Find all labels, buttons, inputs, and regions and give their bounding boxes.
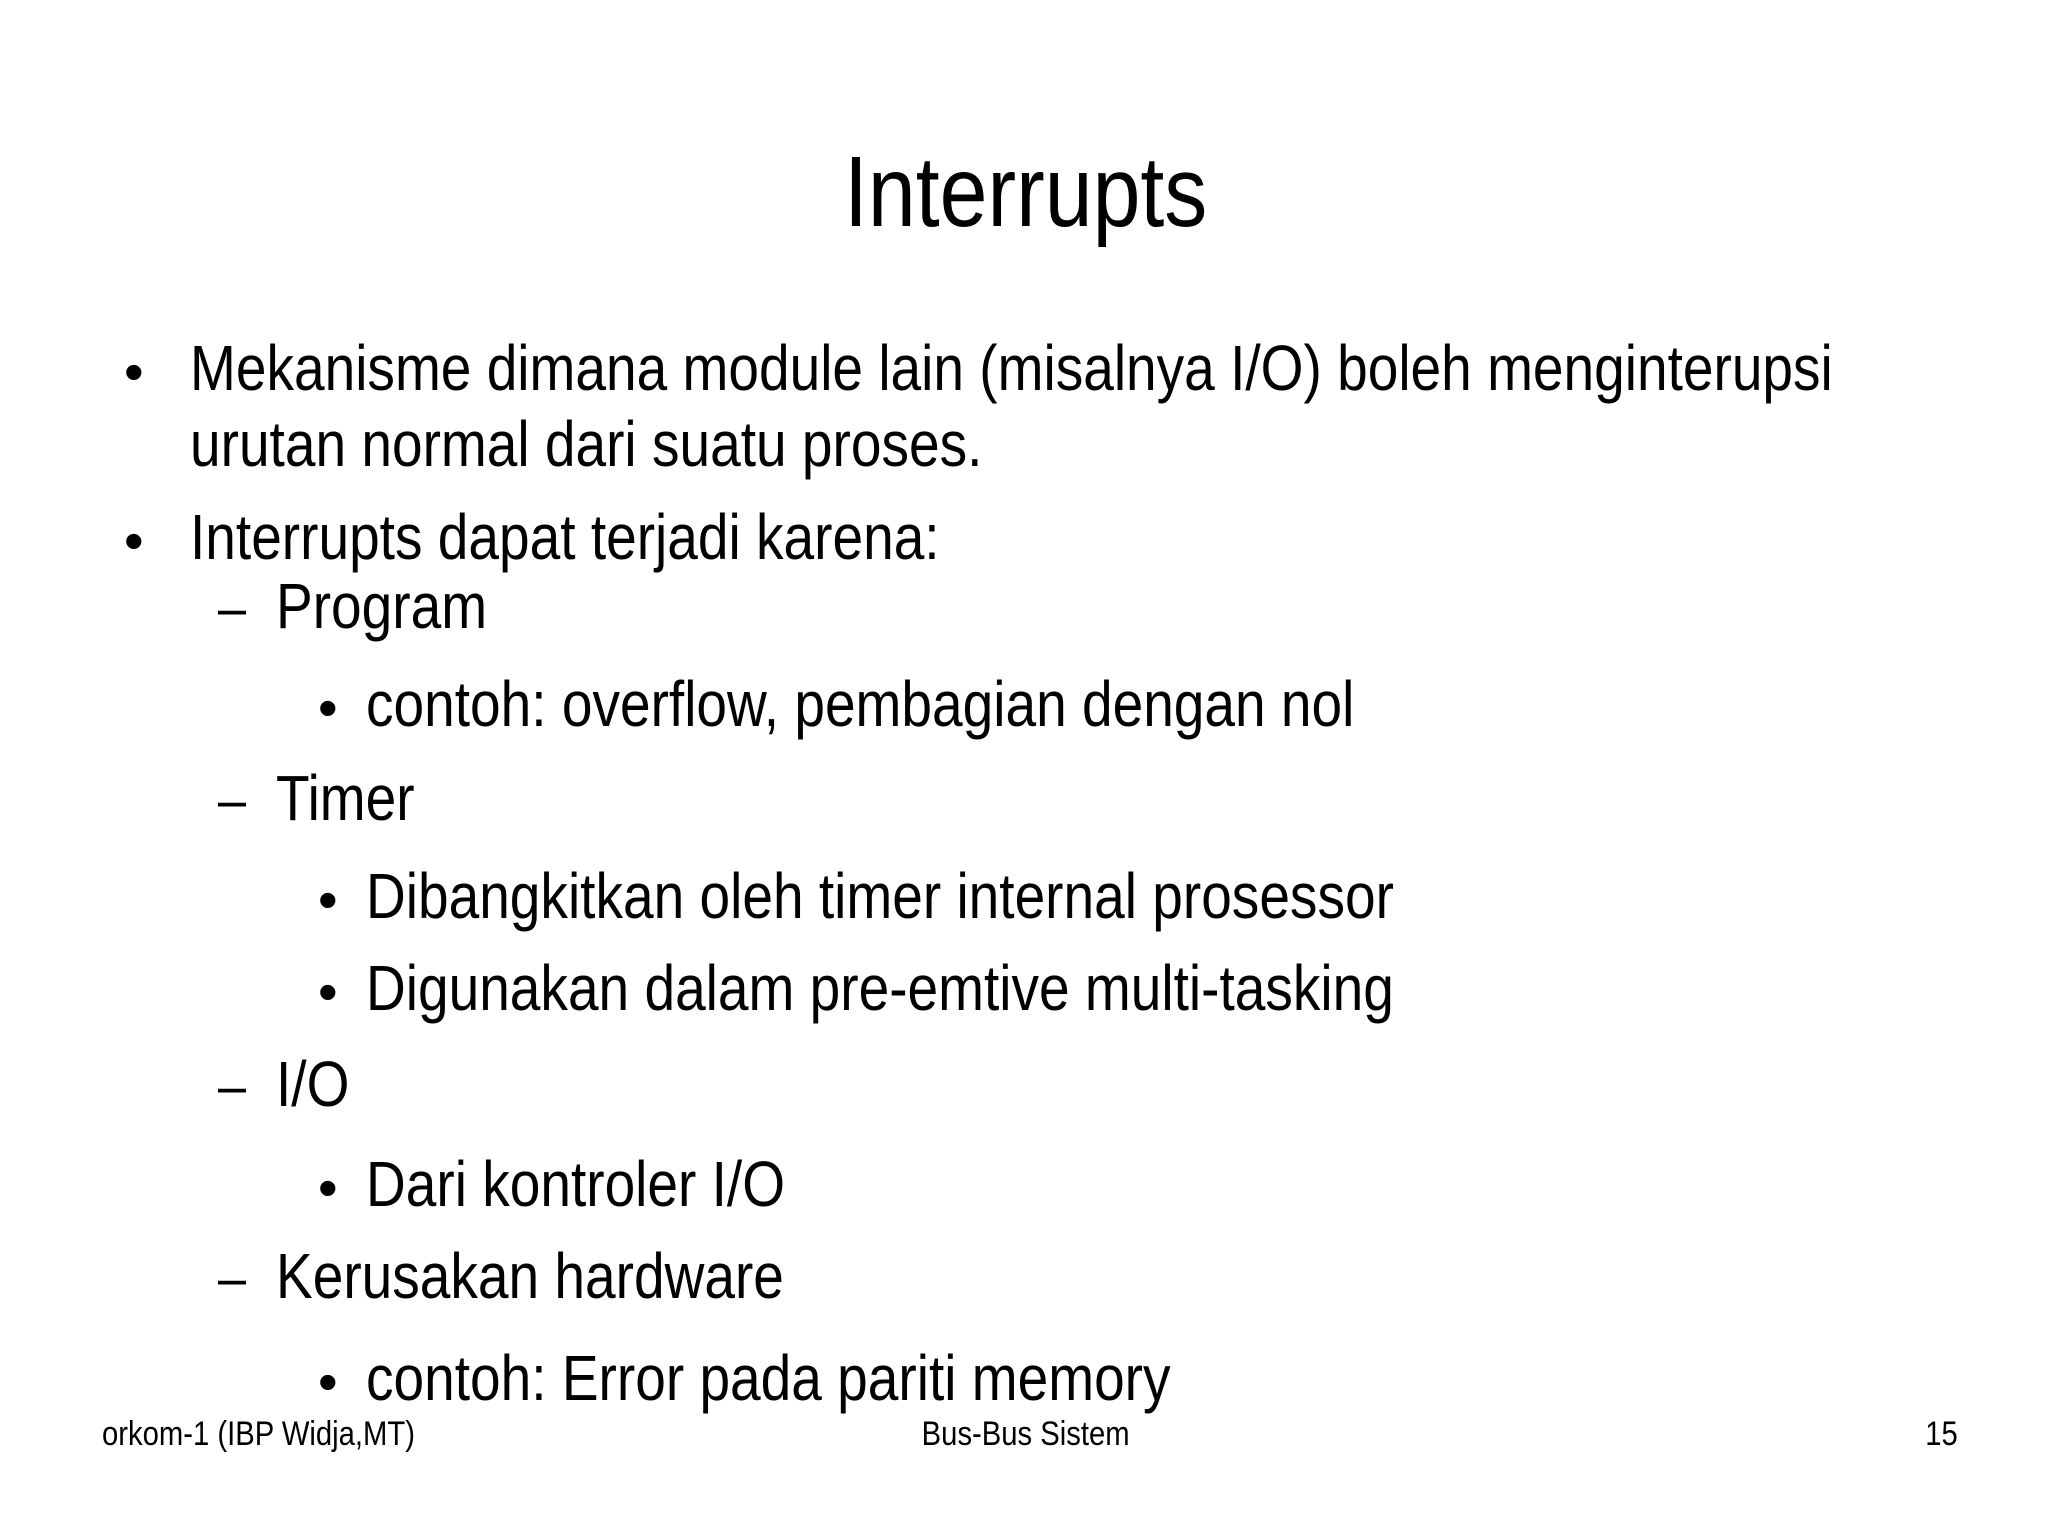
- sub-item-marker: –: [218, 1246, 247, 1309]
- bullet-marker: •: [124, 509, 144, 572]
- sub-sub-item-marker: •: [318, 676, 338, 739]
- sub-sub-item-text: Dari kontroler I/O: [366, 1148, 786, 1220]
- sub-sub-item-text: Dibangkitkan oleh timer internal prosessor: [366, 860, 1394, 932]
- sub-item-text: Timer: [276, 762, 415, 834]
- bullet-text: Mekanisme dimana module lain (misalnya I/O) boleh menginterupsi: [190, 332, 1833, 404]
- sub-item-text: Program: [276, 570, 488, 642]
- sub-item-marker: –: [218, 768, 247, 831]
- sub-item-marker: –: [218, 1054, 247, 1117]
- sub-sub-item-text: contoh: overflow, pembagian dengan nol: [366, 668, 1355, 740]
- sub-item-text: Kerusakan hardware: [276, 1240, 784, 1312]
- bullet-text: urutan normal dari suatu proses.: [190, 408, 983, 480]
- sub-item-marker: –: [218, 576, 247, 639]
- sub-sub-item-marker: •: [318, 1156, 338, 1219]
- sub-sub-item-marker: •: [318, 1350, 338, 1413]
- slide-title: Interrupts: [844, 136, 1208, 248]
- bullet-text: Interrupts dapat terjadi karena:: [190, 501, 940, 573]
- sub-sub-item-marker: •: [318, 868, 338, 931]
- sub-item-text: I/O: [276, 1048, 350, 1120]
- sub-sub-item-text: contoh: Error pada pariti memory: [366, 1342, 1171, 1414]
- sub-sub-item-text: Digunakan dalam pre-emtive multi-tasking: [366, 952, 1394, 1024]
- bullet-marker: •: [124, 340, 144, 403]
- sub-sub-item-marker: •: [318, 960, 338, 1023]
- footer-author: orkom-1 (IBP Widja,MT): [102, 1415, 416, 1453]
- footer-topic: Bus-Bus Sistem: [921, 1415, 1130, 1453]
- footer-page-number: 15: [1925, 1415, 1958, 1453]
